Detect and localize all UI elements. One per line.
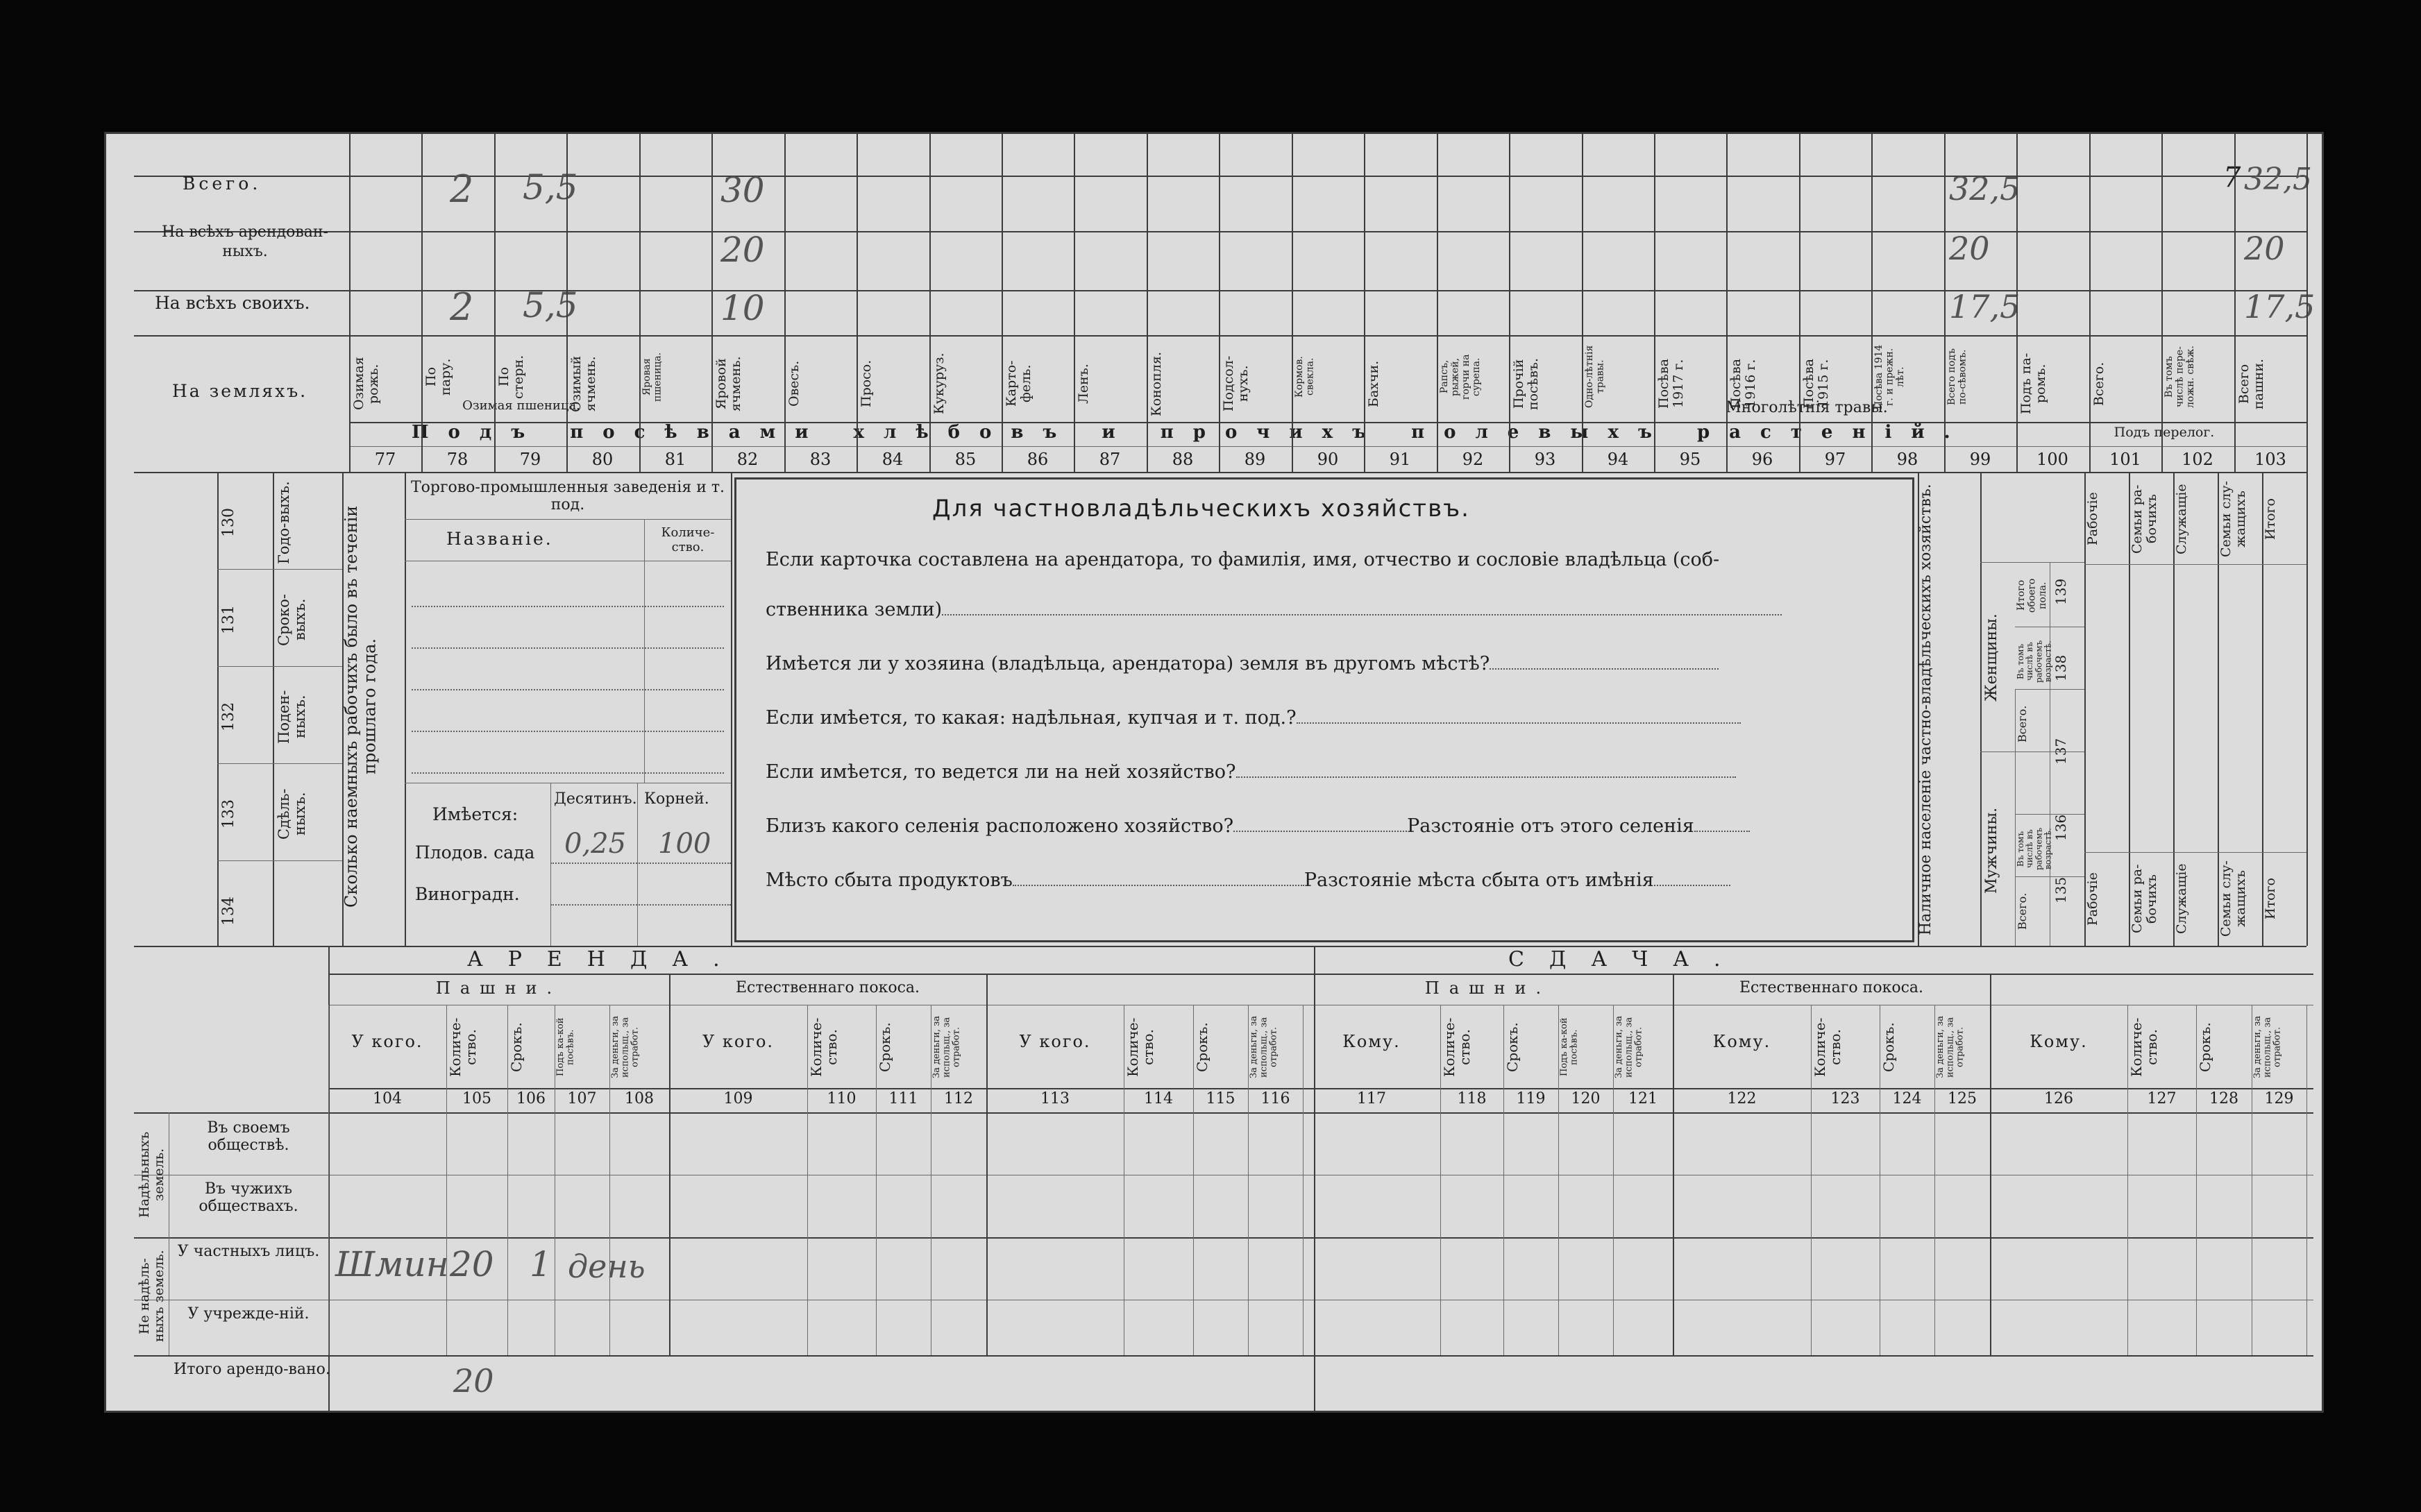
row-total-label: Всего. bbox=[183, 173, 262, 194]
column-number: 97 bbox=[1824, 450, 1846, 469]
lease-col-header: За деньги, за испольщ., за отработ. bbox=[1935, 1016, 1966, 1079]
rule bbox=[412, 606, 724, 607]
crop-header: Бахчи. bbox=[1366, 360, 1381, 407]
rule bbox=[1654, 134, 1655, 472]
hw-total-rented: 20 bbox=[453, 1362, 494, 1400]
private-line3 bbox=[766, 653, 1719, 674]
rule bbox=[1147, 134, 1148, 472]
rule bbox=[2084, 564, 2306, 565]
hw-lease-qty: 20 bbox=[450, 1244, 494, 1284]
private-line2 bbox=[766, 599, 1782, 620]
lease-col-header: Подъ ка-кой посѣвъ. bbox=[1559, 1017, 1580, 1077]
other-society-label: Въ чужихъ обществахъ. bbox=[199, 1180, 298, 1216]
crop-header: Всего подъ по-сѣвомъ. bbox=[1946, 348, 1968, 405]
hw-orchard-des: 0,25 bbox=[564, 828, 627, 860]
crop-header: По стерн. bbox=[496, 355, 526, 399]
column-number: 83 bbox=[809, 450, 832, 469]
rule bbox=[1990, 974, 1991, 1355]
rule bbox=[134, 335, 2306, 337]
lease-col-number: 120 bbox=[1571, 1090, 1601, 1107]
crop-header: Яровой ячмень. bbox=[714, 356, 743, 411]
lease-col-number: 129 bbox=[2264, 1090, 2294, 1107]
lease-col-header: Срокъ. bbox=[508, 1022, 525, 1072]
hw-corner: 7 bbox=[2223, 162, 2241, 194]
rule bbox=[2089, 134, 2091, 472]
population-col-number: 137 bbox=[2052, 738, 2069, 765]
private-line5-text: Если имѣется, то ведется ли на ней хозяйство? bbox=[766, 761, 1236, 783]
trade-title: Торгово-промышленныя заведенія и т. под. bbox=[410, 479, 725, 514]
rule bbox=[566, 134, 568, 472]
hw-total-80: 5,5 bbox=[523, 167, 578, 207]
hired-col-number: 131 bbox=[220, 605, 237, 634]
rule bbox=[1002, 134, 1003, 472]
column-number: 82 bbox=[736, 450, 759, 469]
rule bbox=[1673, 974, 1674, 1355]
crop-header: Всего пашни. bbox=[2236, 358, 2266, 409]
right-col-footer: Рабочіе bbox=[2085, 872, 2100, 926]
lease-pashni-a: Пашни. bbox=[435, 978, 562, 998]
rule bbox=[929, 134, 931, 472]
private-persons-label: У частныхъ лицъ. bbox=[177, 1243, 320, 1260]
rule bbox=[1582, 134, 1583, 472]
lease-col-number: 106 bbox=[516, 1090, 546, 1107]
rule bbox=[2306, 134, 2308, 472]
orchard-has-label: Имѣется: bbox=[432, 804, 518, 824]
private-line3-text: Имѣется ли у хозяина (владѣльца, арендатора) земля въ другомъ мѣстѣ? bbox=[766, 653, 1490, 674]
rule bbox=[2161, 134, 2163, 472]
hw-own-99: 17,5 bbox=[1949, 288, 2021, 325]
winter-wheat-label: Озимая пшеница. bbox=[462, 398, 580, 413]
column-number: 99 bbox=[1969, 450, 1991, 469]
population-title: Наличное населеніе частно-владѣльческихъ хозяйствъ. bbox=[1917, 484, 1934, 936]
crop-header: По пару. bbox=[423, 358, 453, 396]
rule bbox=[405, 519, 731, 520]
population-men-all: Всего. bbox=[2016, 892, 2029, 930]
fill-line bbox=[942, 614, 1782, 615]
hw-rented-103: 20 bbox=[2244, 230, 2285, 267]
lease-col-number: 119 bbox=[1516, 1090, 1546, 1107]
lease-col-header: За деньги, за испольщ., за отработ. bbox=[1614, 1016, 1644, 1079]
lease-col-number: 108 bbox=[625, 1090, 654, 1107]
hw-rented-82: 20 bbox=[720, 230, 765, 270]
fill-line bbox=[1694, 831, 1750, 832]
rule bbox=[669, 974, 670, 1355]
rule bbox=[134, 946, 2306, 947]
column-number: 79 bbox=[519, 450, 541, 469]
rule bbox=[217, 763, 342, 764]
lease-col-header: Количе-ство. bbox=[808, 1017, 840, 1077]
hired-col-number: 133 bbox=[220, 799, 237, 829]
orchard-korn-header: Корней. bbox=[644, 790, 709, 808]
crop-header: Карто-фель. bbox=[1004, 360, 1034, 407]
hw-total-99: 32,5 bbox=[1949, 170, 2021, 207]
lease-col-number: 118 bbox=[1457, 1090, 1487, 1107]
rule bbox=[857, 134, 858, 472]
private-line7 bbox=[766, 869, 1730, 891]
lease-pashni-s: Пашни. bbox=[1424, 978, 1551, 998]
column-number: 100 bbox=[2036, 450, 2068, 469]
column-number: 90 bbox=[1317, 450, 1339, 469]
row-rented-label: На всѣхъ арендован- ныхъ. bbox=[162, 223, 328, 260]
lease-col-number: 111 bbox=[888, 1090, 918, 1107]
arenda-title: АРЕНДА. bbox=[467, 947, 745, 971]
vineyard-label: Виноградн. bbox=[415, 884, 520, 904]
census-card bbox=[104, 132, 2324, 1413]
private-title: Для частновладѣльческихъ хозяйствъ. bbox=[932, 495, 1470, 523]
private-line7a: Мѣсто сбыта продуктовъ bbox=[766, 869, 1013, 891]
rule bbox=[550, 783, 551, 946]
crop-header: Яровая пшеница. bbox=[641, 352, 664, 402]
fill-line bbox=[1297, 722, 1741, 724]
column-number: 103 bbox=[2254, 450, 2286, 469]
column-number: 87 bbox=[1099, 450, 1121, 469]
lease-col-number: 109 bbox=[723, 1090, 753, 1107]
population-total-both: Итого обоего пола. bbox=[2016, 578, 2048, 613]
rule bbox=[1074, 134, 1075, 472]
crop-header: Посѣва 1914 г. и прежн. лѣт. bbox=[1873, 344, 1906, 409]
hired-col-number: 130 bbox=[220, 508, 237, 537]
lease-col-header: Количе-ство. bbox=[1812, 1017, 1844, 1077]
rule bbox=[550, 863, 731, 864]
lease-pokos-s: Естественнаго покоса. bbox=[1739, 979, 1923, 996]
rule bbox=[1303, 1005, 1304, 1355]
row-lands-label: На земляхъ. bbox=[172, 381, 308, 401]
rule bbox=[1364, 134, 1365, 472]
lease-col-header: Кому. bbox=[1712, 1032, 1771, 1051]
rule bbox=[1292, 134, 1293, 472]
rule bbox=[2306, 472, 2308, 946]
right-col-header: Семьи ра-бочихъ bbox=[2129, 484, 2159, 554]
column-number: 91 bbox=[1389, 450, 1411, 469]
rule bbox=[217, 569, 342, 570]
rule bbox=[644, 519, 645, 783]
column-number: 89 bbox=[1244, 450, 1266, 469]
rule bbox=[639, 134, 641, 472]
hw-orchard-korn: 100 bbox=[658, 828, 711, 860]
rule bbox=[1799, 134, 1800, 472]
institutions-label: У учрежде-ній. bbox=[187, 1305, 310, 1323]
lease-col-header: Срокъ. bbox=[2197, 1022, 2213, 1072]
private-line1: Если карточка составлена на арендатора, то фамилія, имя, отчество и сословіе владѣльца (соб- bbox=[766, 549, 1720, 570]
population-men: Мужчины. bbox=[1983, 807, 2000, 894]
own-society-label: Въ своемъ обществѣ. bbox=[207, 1119, 290, 1155]
rule bbox=[412, 772, 724, 774]
column-number: 86 bbox=[1027, 450, 1049, 469]
rule bbox=[1314, 946, 1315, 1411]
column-number: 92 bbox=[1462, 450, 1484, 469]
crop-header: Просо. bbox=[859, 359, 874, 408]
crop-header: Прочій посѣвъ. bbox=[1511, 357, 1541, 410]
crop-banner: Подъ посѣвами хлѣбовъ и прочихъ полевыхъ растеній. bbox=[412, 422, 1970, 443]
population-women: Женщины. bbox=[1983, 613, 2000, 702]
population-col-number: 135 bbox=[2052, 876, 2069, 904]
crop-header: Озимая рожь. bbox=[351, 357, 381, 411]
population-men-working: Въ томъ числѣ въ рабочемъ возрастѣ. bbox=[2016, 827, 2053, 870]
lease-col-header: Количе-ство. bbox=[1124, 1017, 1156, 1077]
column-number: 88 bbox=[1172, 450, 1194, 469]
crop-header: Овесъ. bbox=[786, 360, 802, 407]
rule bbox=[349, 446, 2306, 447]
lease-pokos-a: Естественнаго покоса. bbox=[735, 979, 920, 996]
rule bbox=[217, 860, 342, 861]
lease-col-header: У кого. bbox=[1019, 1032, 1091, 1051]
hired-col-label: Сдѣль-ныхъ. bbox=[276, 788, 309, 840]
hired-col-number: 134 bbox=[220, 897, 237, 926]
lease-col-header: Кому. bbox=[2030, 1032, 2088, 1051]
rule bbox=[1509, 134, 1510, 472]
column-number: 95 bbox=[1679, 450, 1701, 469]
hw-lease-term: 1 bbox=[530, 1244, 552, 1284]
lease-col-number: 105 bbox=[462, 1090, 491, 1107]
column-number: 98 bbox=[1896, 450, 1918, 469]
lease-col-number: 122 bbox=[1727, 1090, 1757, 1107]
trade-qty-header: Количе-ство. bbox=[661, 525, 715, 554]
lease-col-header: Срокъ. bbox=[1880, 1022, 1897, 1072]
private-line2-text: ственника земли) bbox=[766, 599, 943, 620]
rule bbox=[273, 472, 274, 946]
hw-own-80: 5,5 bbox=[523, 285, 578, 325]
crop-header: Подъ па-ромъ. bbox=[2018, 352, 2048, 415]
nonallot-land-label: Не надѣль-ныхъ земель. bbox=[137, 1250, 167, 1343]
sdacha-title: СДАЧА. bbox=[1508, 947, 1746, 971]
lease-col-header: За деньги, за испольщ., за отработ. bbox=[2252, 1016, 2283, 1079]
column-number: 81 bbox=[664, 450, 686, 469]
crop-header: Озимый ячмень. bbox=[568, 355, 598, 412]
rule bbox=[349, 134, 351, 472]
fill-line bbox=[1236, 776, 1736, 778]
rule bbox=[1219, 134, 1220, 472]
rule bbox=[412, 689, 724, 690]
rule bbox=[328, 1088, 2313, 1089]
right-col-footer: Семьи ра-бочихъ bbox=[2129, 864, 2159, 934]
trade-name-header: Названіе. bbox=[446, 529, 553, 549]
rule bbox=[1980, 562, 2084, 563]
lease-col-number: 116 bbox=[1260, 1090, 1290, 1107]
rule bbox=[1726, 134, 1728, 472]
rule bbox=[711, 134, 713, 472]
rule bbox=[328, 1005, 329, 1355]
crop-header: Въ томъ числѣ пере-ложн. свѣж. bbox=[2163, 346, 2196, 408]
rule bbox=[421, 134, 423, 472]
hw-own-82: 10 bbox=[720, 288, 765, 328]
population-col-number: 139 bbox=[2052, 578, 2069, 606]
private-line4 bbox=[766, 707, 1741, 729]
lease-col-header: У кого. bbox=[702, 1032, 775, 1051]
lease-col-number: 110 bbox=[827, 1090, 857, 1107]
lease-col-header: Количе-ство. bbox=[1441, 1017, 1473, 1077]
rule bbox=[405, 472, 406, 946]
column-number: 94 bbox=[1607, 450, 1629, 469]
column-number: 102 bbox=[2182, 450, 2213, 469]
column-number: 96 bbox=[1751, 450, 1773, 469]
rule bbox=[1871, 134, 1873, 472]
rule bbox=[784, 134, 786, 472]
crop-header: Всего. bbox=[2091, 362, 2107, 406]
lease-col-header: У кого. bbox=[351, 1032, 423, 1051]
crop-header: Подсол-нухъ. bbox=[1221, 355, 1251, 412]
rule bbox=[134, 1112, 2313, 1114]
hired-col-label: Поден-ныхъ. bbox=[276, 690, 309, 744]
hw-rented-99: 20 bbox=[1949, 230, 1990, 267]
hw-lease-pay: день bbox=[568, 1248, 646, 1285]
right-col-header: Рабочіе bbox=[2085, 492, 2100, 546]
rule bbox=[1980, 472, 1982, 946]
lease-col-number: 104 bbox=[373, 1090, 402, 1107]
right-col-footer: Семьи слу-жащихъ bbox=[2218, 860, 2248, 937]
rule bbox=[1437, 134, 1438, 472]
fill-line bbox=[1233, 831, 1407, 832]
lease-col-number: 126 bbox=[2044, 1090, 2073, 1107]
column-number: 93 bbox=[1534, 450, 1556, 469]
crop-header: Посѣва 1915 г. bbox=[1801, 358, 1831, 409]
rule bbox=[550, 904, 731, 906]
rule bbox=[1944, 134, 1946, 472]
lease-col-header: Подъ ка-кой посѣвъ. bbox=[555, 1017, 576, 1077]
column-number: 80 bbox=[591, 450, 614, 469]
right-col-footer: Служащіе bbox=[2174, 863, 2189, 935]
rule bbox=[2084, 852, 2306, 853]
rule bbox=[412, 731, 724, 732]
column-number: 84 bbox=[881, 450, 904, 469]
perennial-grass-label: Многолѣтнія травы. bbox=[1726, 399, 1888, 416]
lease-col-number: 114 bbox=[1144, 1090, 1173, 1107]
lease-col-header: Срокъ. bbox=[1194, 1022, 1210, 1072]
hw-own-78: 2 bbox=[450, 285, 474, 329]
fallow-label: Подъ перелог. bbox=[2114, 425, 2215, 440]
lease-col-number: 112 bbox=[944, 1090, 973, 1107]
lease-col-header: Количе-ство. bbox=[447, 1017, 479, 1077]
crop-header: Конопля. bbox=[1149, 351, 1164, 416]
lease-col-header: Кому. bbox=[1342, 1032, 1401, 1051]
hired-title: Сколько наемныхъ рабочихъ было въ теченіи прошлаго года. bbox=[341, 505, 380, 908]
population-women-working: Въ томъ числѣ въ рабочемъ возрастѣ. bbox=[2016, 640, 2053, 683]
fill-line bbox=[1490, 668, 1719, 670]
crop-header: Посѣва 1916 г. bbox=[1728, 358, 1758, 409]
rule bbox=[217, 472, 219, 946]
rule bbox=[2234, 134, 2236, 472]
private-line5 bbox=[766, 761, 1736, 783]
hw-total-82: 30 bbox=[720, 170, 765, 210]
lease-col-header: За деньги, за испольщ., за отработ. bbox=[931, 1016, 962, 1079]
fill-line bbox=[1013, 885, 1304, 886]
column-number: 77 bbox=[374, 450, 396, 469]
allot-land-label: Надѣльныхъ земель. bbox=[137, 1131, 167, 1218]
hired-col-label: Сроко-выхъ. bbox=[276, 593, 309, 646]
private-line6b: Разстояніе отъ этого селенія bbox=[1407, 815, 1694, 837]
total-rented-label: Итого арендо-вано. bbox=[174, 1361, 330, 1378]
lease-col-header: За деньги, за испольщ., за отработ. bbox=[610, 1016, 641, 1079]
hired-col-label: Годо-выхъ. bbox=[276, 481, 292, 564]
hired-col-number: 132 bbox=[220, 702, 237, 731]
column-number: 85 bbox=[954, 450, 977, 469]
private-line7b: Разстояніе мѣста сбыта отъ имѣнія bbox=[1304, 869, 1654, 891]
rule bbox=[637, 783, 638, 946]
lease-col-number: 128 bbox=[2209, 1090, 2238, 1107]
private-line4-text: Если имѣется, то какая: надѣльная, купчая и т. под.? bbox=[766, 707, 1297, 729]
lease-col-header: За деньги, за испольщ., за отработ. bbox=[1249, 1016, 1279, 1079]
rule bbox=[986, 974, 988, 1355]
lease-col-number: 123 bbox=[1830, 1090, 1860, 1107]
hw-lease-whom: Шмин bbox=[335, 1244, 449, 1284]
crop-header: Посѣва 1917 г. bbox=[1656, 358, 1686, 409]
rule bbox=[2016, 134, 2018, 472]
rule bbox=[2306, 1005, 2307, 1355]
right-col-header: Служащіе bbox=[2174, 484, 2189, 554]
rule bbox=[134, 1355, 2313, 1357]
rule bbox=[494, 134, 496, 472]
lease-col-number: 117 bbox=[1357, 1090, 1386, 1107]
hw-own-103: 17,5 bbox=[2244, 288, 2315, 325]
crop-header: Одно-лѣтнія травы. bbox=[1584, 345, 1606, 409]
crop-header: Ленъ. bbox=[1076, 364, 1091, 404]
lease-col-number: 113 bbox=[1040, 1090, 1070, 1107]
fill-line bbox=[1654, 885, 1730, 886]
row-own-label: На всѣхъ своихъ. bbox=[155, 293, 310, 313]
lease-col-number: 127 bbox=[2147, 1090, 2177, 1107]
lease-col-number: 107 bbox=[567, 1090, 597, 1107]
lease-col-header: Срокъ. bbox=[877, 1022, 893, 1072]
orchard-des-header: Десятинъ. bbox=[554, 790, 637, 808]
lease-col-number: 115 bbox=[1206, 1090, 1235, 1107]
private-line6 bbox=[766, 815, 1750, 837]
lease-col-number: 125 bbox=[1948, 1090, 1977, 1107]
lease-col-header: Срокъ. bbox=[1504, 1022, 1521, 1072]
crop-header: Кукуруз. bbox=[931, 352, 947, 415]
lease-col-header: Количе-ство. bbox=[2128, 1017, 2160, 1077]
lease-col-number: 121 bbox=[1628, 1090, 1657, 1107]
crop-header: Кормов. свекла. bbox=[1294, 356, 1316, 398]
private-line6a: Близъ какого селенія расположено хозяйство? bbox=[766, 815, 1234, 837]
rule bbox=[731, 472, 732, 946]
rule bbox=[412, 647, 724, 649]
orchard-label: Плодов. сада bbox=[415, 842, 535, 863]
hw-total-78: 2 bbox=[450, 167, 474, 211]
rule bbox=[134, 1237, 2313, 1239]
hw-total-103: 32,5 bbox=[2244, 162, 2312, 197]
lease-col-number: 124 bbox=[1892, 1090, 1922, 1107]
right-col-footer: Итого bbox=[2263, 878, 2278, 920]
crop-header: Рапсъ, рыжей, горчи на сурепа. bbox=[1439, 354, 1483, 400]
rule bbox=[217, 666, 342, 667]
population-women-all: Всего. bbox=[2016, 705, 2029, 742]
column-number: 101 bbox=[2109, 450, 2141, 469]
rule bbox=[328, 974, 2313, 975]
right-col-header: Итого bbox=[2263, 498, 2278, 540]
column-number: 78 bbox=[446, 450, 469, 469]
population-col-number: 136 bbox=[2052, 814, 2069, 842]
right-col-header: Семьи слу-жащихъ bbox=[2218, 481, 2248, 557]
population-col-number: 138 bbox=[2052, 654, 2069, 682]
